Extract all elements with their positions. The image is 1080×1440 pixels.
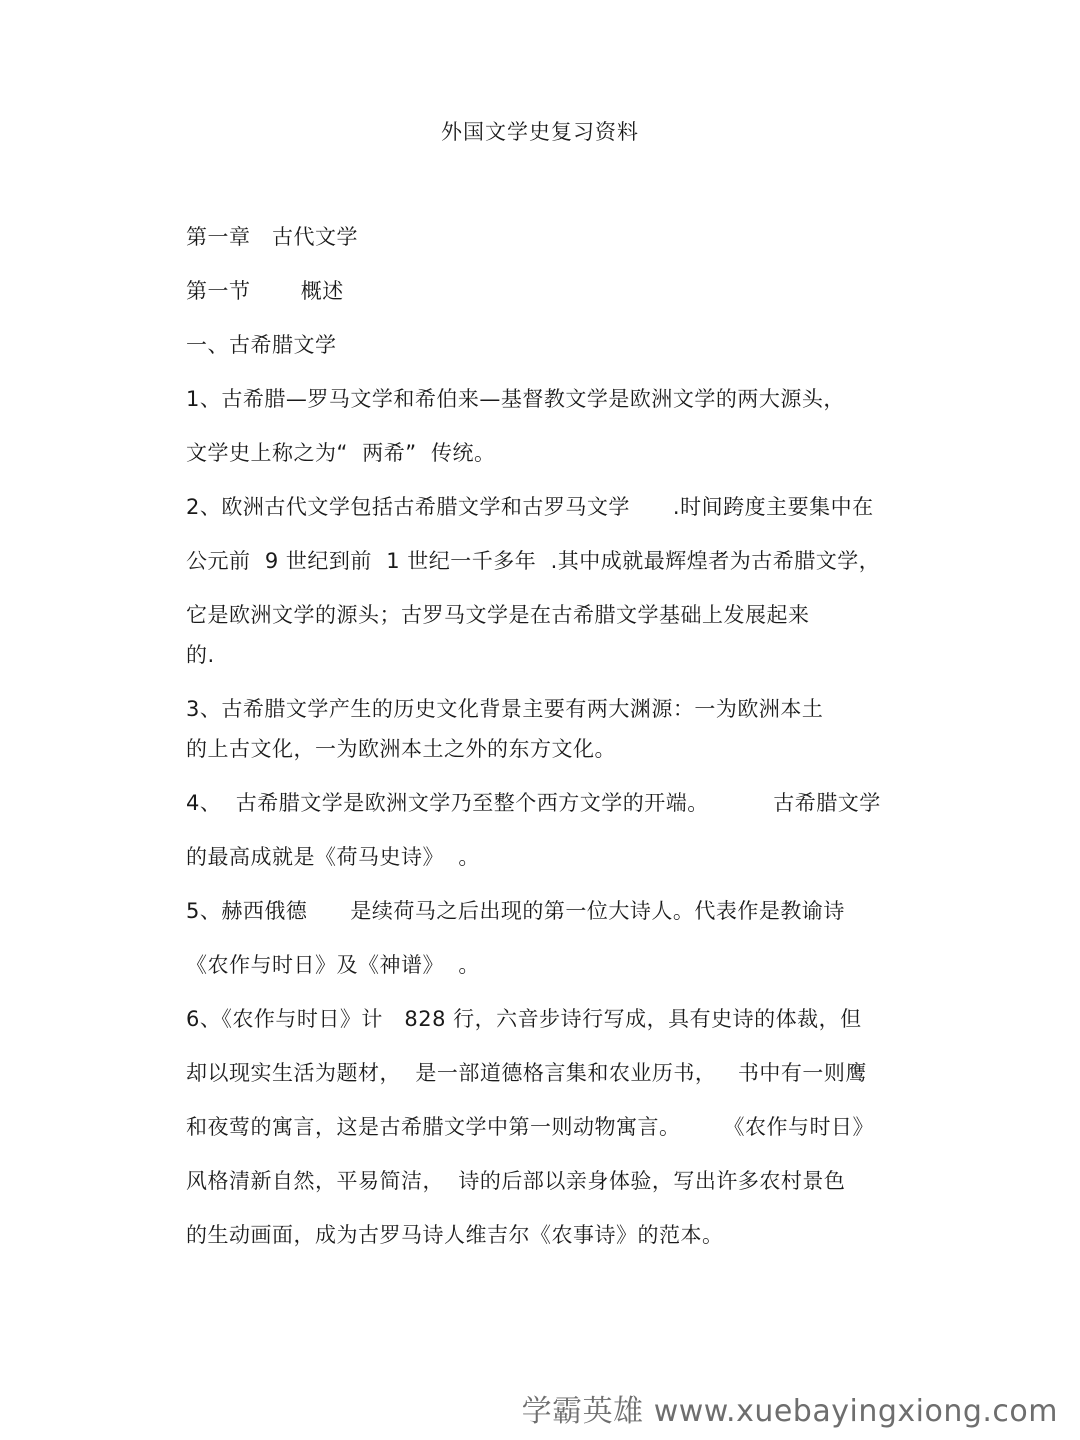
paragraph-line: 公元前 9 世纪到前 1 世纪一千多年 .其中成就最辉煌者为古希腊文学， — [186, 549, 881, 573]
site-watermark: 学霸英雄 www.xuebayingxiong.com — [521, 1394, 1058, 1429]
paragraph-line: 文学史上称之为“ 两希” 传统。 — [186, 441, 496, 465]
paragraph-line: 的生动画面，成为古罗马诗人维吉尔《农事诗》的范本。 — [186, 1223, 724, 1247]
paragraph-line: 和夜莺的寓言，这是古希腊文学中第一则动物寓言。 《农作与时日》 — [186, 1115, 875, 1139]
paragraph-line: 6、《农作与时日》计 828 行，六音步诗行写成，具有史诗的体裁，但 — [186, 1007, 862, 1031]
paragraph-line: 3、古希腊文学产生的历史文化背景主要有两大渊源：一为欧洲本土 — [186, 697, 824, 721]
document-title: 外国文学史复习资料 — [441, 120, 639, 144]
document-body — [186, 222, 906, 1274]
paragraph-line: 4、 古希腊文学是欧洲文学乃至整个西方文学的开端。 古希腊文学 — [186, 791, 881, 815]
paragraph-line: 的. — [186, 643, 215, 667]
subsection-heading: 一、古希腊文学 — [186, 333, 337, 357]
paragraph-line: 2、欧洲古代文学包括古希腊文学和古罗马文学 .时间跨度主要集中在 — [186, 495, 874, 519]
paragraph-line: 风格清新自然，平易简洁， 诗的后部以亲身体验，写出许多农村景色 — [186, 1169, 846, 1193]
chapter-heading: 第一章 古代文学 — [186, 225, 359, 249]
paragraph-line: 《农作与时日》及《神谱》 。 — [186, 953, 480, 977]
paragraph-line: 的上古文化，一为欧洲本土之外的东方文化。 — [186, 737, 616, 761]
section-heading: 第一节 概述 — [186, 279, 344, 303]
paragraph-line: 1、古希腊—罗马文学和希伯来—基督教文学是欧洲文学的两大源头， — [186, 387, 845, 411]
paragraph-line: 5、赫西俄德 是续荷马之后出现的第一位大诗人。代表作是教谕诗 — [186, 899, 845, 923]
paragraph-line: 却以现实生活为题材， 是一部道德格言集和农业历书， 书中有一则鹰 — [186, 1061, 867, 1085]
paragraph-line: 它是欧洲文学的源头；古罗马文学是在古希腊文学基础上发展起来 — [186, 603, 810, 627]
paragraph-line: 的最高成就是《荷马史诗》 。 — [186, 845, 480, 869]
